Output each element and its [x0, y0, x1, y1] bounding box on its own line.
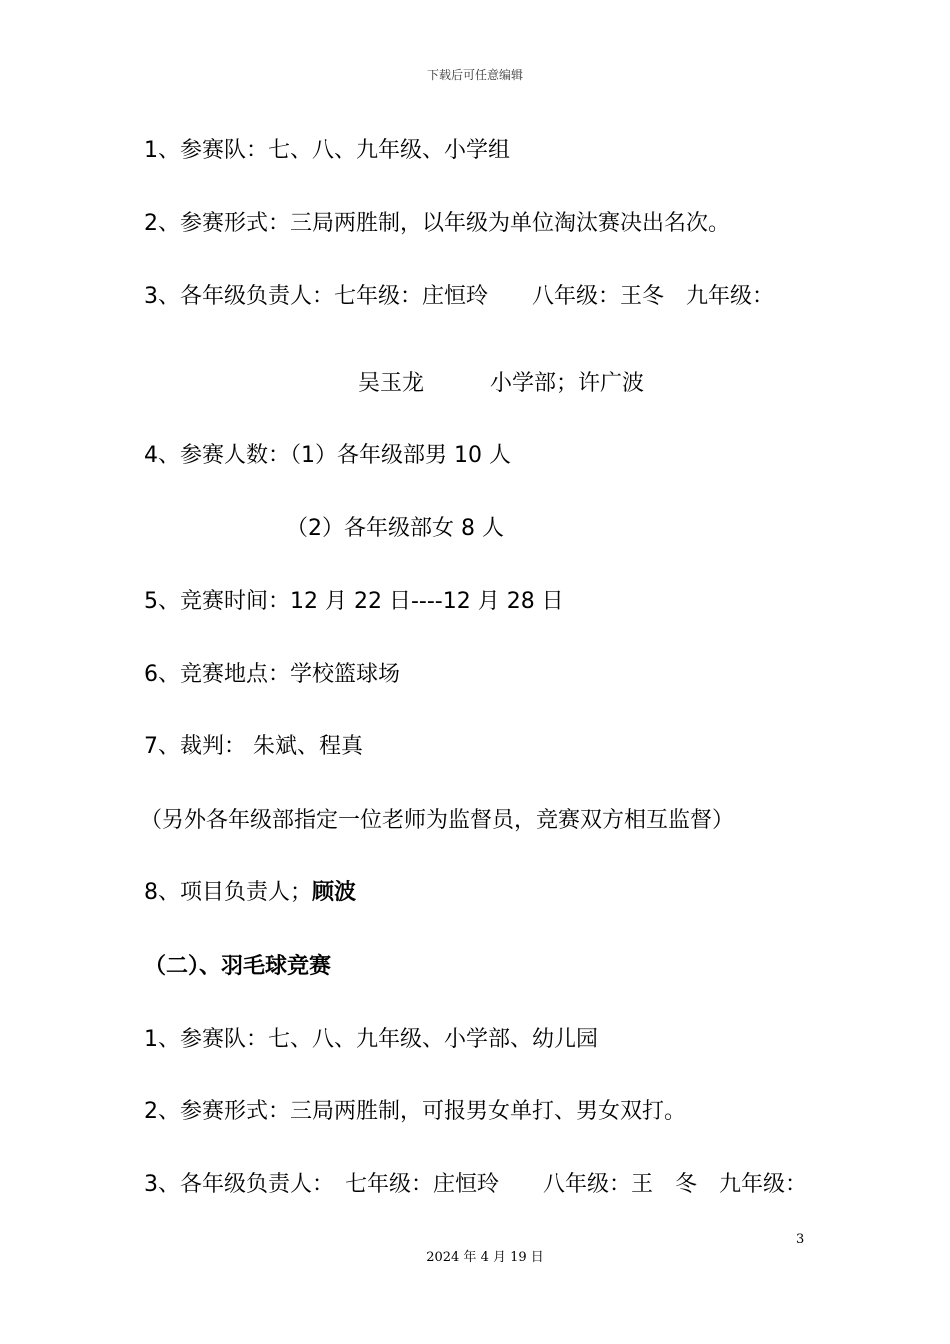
page-number: 3	[796, 1232, 805, 1247]
basketball-project-leader-line	[144, 878, 356, 908]
badminton-section-heading: （二）、羽毛球竞赛	[144, 954, 332, 979]
basketball-leaders-continued-line: 吴玉龙 小学部；许广波	[358, 371, 645, 396]
badminton-leaders-line: 3、各年级负责人： 七年级：庄恒玲 八年级：王 冬 九年级：	[144, 1172, 807, 1197]
basketball-time-line: 5、竞赛时间：12 月 22 日----12 月 28 日	[144, 589, 564, 614]
badminton-teams-line: 1、参赛队：七、八、九年级、小学部、幼儿园	[144, 1027, 598, 1052]
basketball-participants-female-line: （2）各年级部女 8 人	[286, 516, 504, 541]
basketball-participants-male-line: 4、参赛人数：（1）各年级部男 10 人	[144, 443, 511, 468]
basketball-venue-line: 6、竞赛地点：学校篮球场	[144, 662, 400, 687]
page-header: 下载后可任意编辑	[426, 68, 523, 82]
badminton-format-line: 2、参赛形式：三局两胜制，可报男女单打、男女双打。	[144, 1099, 686, 1124]
basketball-supervisor-note: （另外各年级部指定一位老师为监督员，竞赛双方相互监督）	[140, 808, 735, 833]
basketball-leaders-line: 3、各年级负责人：七年级：庄恒玲 八年级：王冬 九年级：	[144, 284, 774, 309]
basketball-format-line: 2、参赛形式：三局两胜制，以年级为单位淘汰赛决出名次。	[144, 211, 730, 236]
project-leader-name: 顾波	[312, 880, 357, 905]
footer-date: 2024 年 4 月 19 日	[426, 1250, 544, 1265]
project-leader-label: 8、项目负责人；	[144, 880, 312, 905]
basketball-referees-line: 7、裁判： 朱斌、程真	[144, 734, 363, 759]
basketball-teams-line: 1、参赛队：七、八、九年级、小学组	[144, 138, 510, 163]
